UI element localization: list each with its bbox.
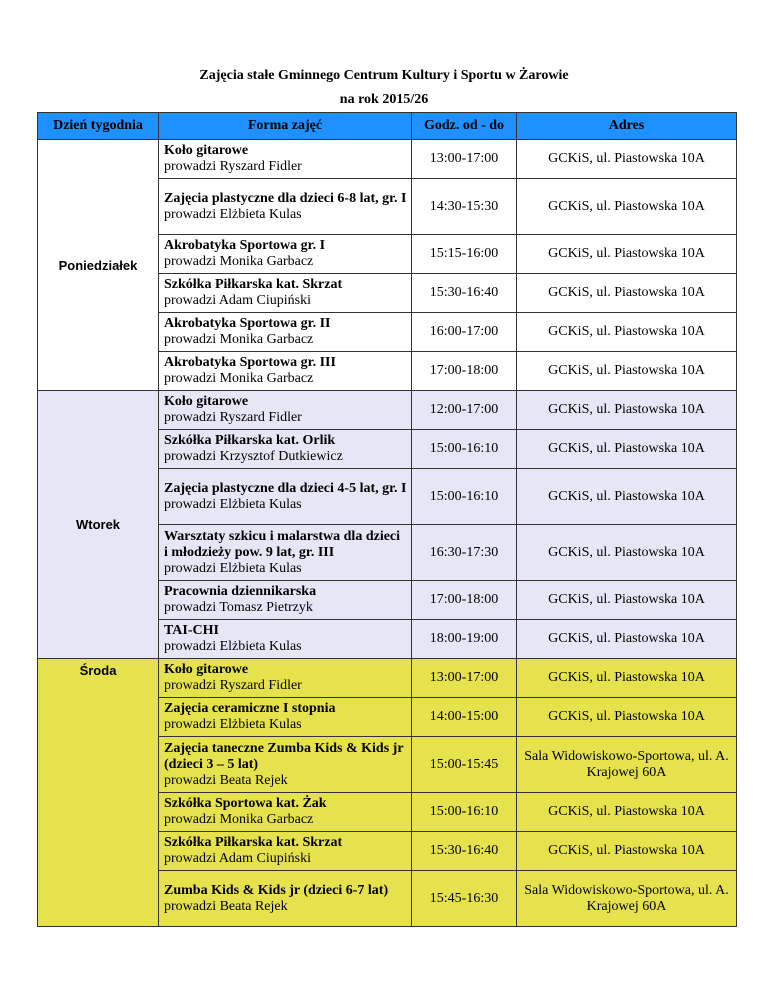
activity-leader: prowadzi Elżbieta Kulas	[164, 639, 302, 654]
activity-name: Zajęcia plastyczne dla dzieci 4-5 lat, gr. I	[164, 480, 407, 496]
activity-cell	[159, 313, 412, 352]
header-day: Dzień tygodnia	[38, 113, 159, 140]
activity-name: TAI-CHI	[164, 623, 219, 638]
address-cell: GCKiS, ul. Piastowska 10A	[517, 352, 737, 391]
activity-leader: prowadzi Monika Garbacz	[164, 371, 314, 386]
activity-name: Szkółka Piłkarska kat. Skrzat	[164, 835, 343, 850]
activity-leader: prowadzi Krzysztof Dutkiewicz	[164, 449, 343, 464]
activity-leader: prowadzi Tomasz Pietrzyk	[164, 600, 313, 615]
activity-leader: prowadzi Elżbieta Kulas	[164, 206, 302, 222]
time-cell: 18:00-19:00	[412, 620, 517, 659]
address-cell: GCKiS, ul. Piastowska 10A	[517, 793, 737, 832]
activity-cell	[159, 179, 412, 235]
activity-leader: prowadzi Ryszard Fidler	[164, 159, 302, 174]
activity-leader: prowadzi Ryszard Fidler	[164, 410, 302, 425]
activity-leader: prowadzi Adam Ciupiński	[164, 293, 311, 308]
activity-leader: prowadzi Adam Ciupiński	[164, 851, 311, 866]
activity-cell	[159, 274, 412, 313]
table-row	[38, 659, 737, 698]
address-cell: GCKiS, ul. Piastowska 10A	[517, 581, 737, 620]
address-cell: GCKiS, ul. Piastowska 10A	[517, 179, 737, 235]
activity-cell	[159, 620, 412, 659]
activity-leader: prowadzi Monika Garbacz	[164, 332, 314, 347]
table-row	[38, 140, 737, 179]
time-cell: 14:00-15:00	[412, 698, 517, 737]
address-cell: GCKiS, ul. Piastowska 10A	[517, 313, 737, 352]
day-cell-monday: Poniedziałek	[38, 140, 159, 391]
address-cell: GCKiS, ul. Piastowska 10A	[517, 832, 737, 871]
activity-leader: prowadzi Monika Garbacz	[164, 812, 314, 827]
activity-name: Koło gitarowe	[164, 143, 249, 158]
activity-cell	[159, 581, 412, 620]
address-cell: GCKiS, ul. Piastowska 10A	[517, 698, 737, 737]
activity-name: Zajęcia ceramiczne I stopnia	[164, 701, 336, 716]
activity-cell	[159, 832, 412, 871]
time-cell: 16:30-17:30	[412, 525, 517, 581]
time-cell: 13:00-17:00	[412, 140, 517, 179]
address-cell: GCKiS, ul. Piastowska 10A	[517, 620, 737, 659]
activity-name: Zumba Kids & Kids jr (dzieci 6-7 lat)	[164, 882, 389, 898]
schedule-table	[37, 112, 737, 927]
header-form: Forma zajęć	[159, 113, 412, 140]
activity-cell	[159, 871, 412, 927]
address-cell: GCKiS, ul. Piastowska 10A	[517, 235, 737, 274]
time-cell: 15:00-15:45	[412, 737, 517, 793]
time-cell: 15:30-16:40	[412, 832, 517, 871]
time-cell: 14:30-15:30	[412, 179, 517, 235]
address-cell: Sala Widowiskowo-Sportowa, ul. A. Krajowej 60A	[517, 737, 737, 793]
address-cell: GCKiS, ul. Piastowska 10A	[517, 469, 737, 525]
activity-name: Pracownia dziennikarska	[164, 584, 317, 599]
activity-name: Zajęcia taneczne Zumba Kids & Kids jr (dzieci 3 – 5 lat)	[164, 740, 404, 772]
activity-cell	[159, 659, 412, 698]
activity-name: Szkółka Piłkarska kat. Skrzat	[164, 277, 343, 292]
activity-leader: prowadzi Beata Rejek	[164, 898, 288, 914]
time-cell: 17:00-18:00	[412, 581, 517, 620]
time-cell: 15:15-16:00	[412, 235, 517, 274]
time-cell: 15:00-16:10	[412, 430, 517, 469]
address-cell: GCKiS, ul. Piastowska 10A	[517, 659, 737, 698]
document-subtitle: na rok 2015/26	[339, 92, 429, 107]
document-title: Zajęcia stałe Gminnego Centrum Kultury i Sportu w Żarowie	[199, 68, 569, 83]
time-cell: 15:00-16:10	[412, 469, 517, 525]
activity-leader: prowadzi Monika Garbacz	[164, 254, 314, 269]
address-cell: GCKiS, ul. Piastowska 10A	[517, 430, 737, 469]
time-cell: 13:00-17:00	[412, 659, 517, 698]
activity-name: Akrobatyka Sportowa gr. III	[164, 355, 336, 370]
time-cell: 16:00-17:00	[412, 313, 517, 352]
activity-cell	[159, 737, 412, 793]
time-cell: 17:00-18:00	[412, 352, 517, 391]
table-row	[38, 391, 737, 430]
header-time: Godz. od - do	[412, 113, 517, 140]
header-row	[38, 113, 737, 140]
header-address: Adres	[517, 113, 737, 140]
address-cell: GCKiS, ul. Piastowska 10A	[517, 525, 737, 581]
activity-cell	[159, 430, 412, 469]
activity-leader: prowadzi Elżbieta Kulas	[164, 496, 302, 512]
activity-name: Szkółka Sportowa kat. Żak	[164, 796, 327, 811]
time-cell: 15:45-16:30	[412, 871, 517, 927]
day-cell-wednesday: Środa	[38, 659, 159, 927]
activity-leader: prowadzi Elżbieta Kulas	[164, 560, 302, 576]
activity-cell	[159, 140, 412, 179]
day-cell-tuesday: Wtorek	[38, 391, 159, 659]
activity-name: Akrobatyka Sportowa gr. II	[164, 316, 331, 331]
address-cell: Sala Widowiskowo-Sportowa, ul. A. Krajowej 60A	[517, 871, 737, 927]
time-cell: 15:00-16:10	[412, 793, 517, 832]
activity-cell	[159, 391, 412, 430]
address-cell: GCKiS, ul. Piastowska 10A	[517, 274, 737, 313]
activity-cell	[159, 525, 412, 581]
activity-name: Warsztaty szkicu i malarstwa dla dzieci i młodzieży pow. 9 lat, gr. III	[164, 528, 401, 560]
activity-name: Szkółka Piłkarska kat. Orlik	[164, 433, 336, 448]
activity-leader: prowadzi Elżbieta Kulas	[164, 717, 302, 732]
activity-leader: prowadzi Ryszard Fidler	[164, 678, 302, 693]
activity-name: Koło gitarowe	[164, 662, 249, 677]
activity-cell	[159, 698, 412, 737]
time-cell: 12:00-17:00	[412, 391, 517, 430]
address-cell: GCKiS, ul. Piastowska 10A	[517, 140, 737, 179]
activity-leader: prowadzi Beata Rejek	[164, 772, 288, 788]
address-cell: GCKiS, ul. Piastowska 10A	[517, 391, 737, 430]
time-cell: 15:30-16:40	[412, 274, 517, 313]
activity-cell	[159, 469, 412, 525]
activity-name: Zajęcia plastyczne dla dzieci 6-8 lat, gr. I	[164, 190, 407, 206]
activity-name: Akrobatyka Sportowa gr. I	[164, 238, 326, 253]
activity-cell	[159, 352, 412, 391]
activity-name: Koło gitarowe	[164, 394, 249, 409]
activity-cell	[159, 793, 412, 832]
activity-cell	[159, 235, 412, 274]
